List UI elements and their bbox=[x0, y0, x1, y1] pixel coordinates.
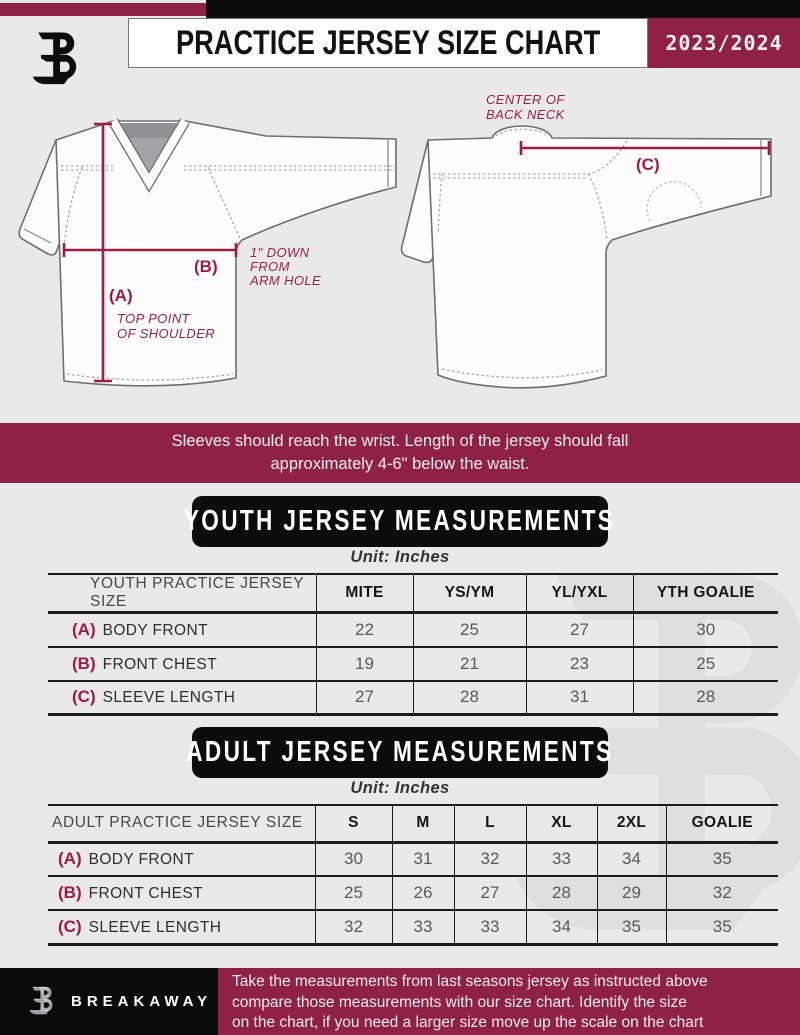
cell-value: 19 bbox=[316, 647, 413, 681]
cell-value: 27 bbox=[454, 876, 526, 910]
adult-banner-label: ADULT JERSEY MEASUREMENTS bbox=[186, 736, 614, 768]
season-label: 2023/2024 bbox=[665, 31, 783, 55]
label-a-note-1: TOP POINT bbox=[117, 311, 190, 326]
cell-value: 25 bbox=[413, 613, 526, 647]
brand-name: BREAKAWAY bbox=[71, 993, 213, 1010]
footer-note-line-2: compare those measurements with our size chart. Identify the size bbox=[232, 993, 687, 1011]
youth-col-header-goalie: YTH GOALIE bbox=[633, 574, 778, 613]
cell-value: 32 bbox=[315, 910, 392, 944]
cell-value: 35 bbox=[597, 910, 666, 944]
cell-value: 33 bbox=[392, 910, 454, 944]
row-key: (A) bbox=[72, 619, 96, 639]
cell-value: 29 bbox=[597, 876, 666, 910]
youth-col-header-size: YOUTH PRACTICE JERSEY SIZE bbox=[48, 574, 316, 613]
cell-value: 28 bbox=[633, 681, 778, 715]
label-b: (B) bbox=[194, 257, 218, 276]
adult-unit-label: Unit: Inches bbox=[350, 779, 450, 797]
youth-col-header-ysym: YS/YM bbox=[413, 574, 526, 613]
cell-value: 32 bbox=[666, 876, 778, 910]
adult-col-header-goalie: GOALIE bbox=[666, 805, 778, 842]
cell-value: 34 bbox=[597, 842, 666, 876]
adult-header-row bbox=[48, 805, 778, 842]
cell-value: 26 bbox=[392, 876, 454, 910]
cell-value: 35 bbox=[666, 910, 778, 944]
youth-col-header-ylyxl: YL/YXL bbox=[526, 574, 633, 613]
cell-value: 30 bbox=[633, 613, 778, 647]
footer-note-line-1: Take the measurements from last seasons jersey as instructed above bbox=[232, 973, 708, 990]
season-badge bbox=[648, 18, 800, 68]
table-row bbox=[48, 876, 778, 910]
youth-size-table bbox=[48, 573, 778, 716]
page-title: PRACTICE JERSEY SIZE CHART bbox=[175, 23, 601, 62]
youth-banner-label: YOUTH JERSEY MEASUREMENTS bbox=[184, 505, 616, 537]
cell-value: 27 bbox=[316, 681, 413, 715]
label-b-note-3: ARM HOLE bbox=[250, 273, 322, 288]
table-row bbox=[48, 647, 778, 681]
table-row bbox=[48, 681, 778, 715]
page-title-box bbox=[128, 18, 648, 68]
row-label: SLEEVE LENGTH bbox=[88, 918, 222, 936]
cell-value: 22 bbox=[316, 613, 413, 647]
row-key: (C) bbox=[72, 687, 96, 707]
table-row bbox=[48, 613, 778, 647]
cell-value: 33 bbox=[526, 842, 597, 876]
front-jersey-diagram bbox=[10, 100, 410, 410]
cell-value: 25 bbox=[315, 876, 392, 910]
neck-note-2: BACK NECK bbox=[486, 107, 565, 122]
row-key: (C) bbox=[58, 916, 82, 936]
youth-header-row bbox=[48, 574, 778, 613]
fit-notice-line-2: approximately 4-6" below the waist. bbox=[270, 455, 530, 473]
cell-value: 28 bbox=[526, 876, 597, 910]
row-label: FRONT CHEST bbox=[88, 885, 203, 902]
row-label: FRONT CHEST bbox=[102, 655, 217, 673]
cell-value: 27 bbox=[526, 613, 633, 647]
cell-value: 23 bbox=[526, 647, 633, 681]
cell-value: 31 bbox=[526, 681, 633, 715]
cell-value: 28 bbox=[413, 681, 526, 715]
adult-size-table bbox=[48, 804, 778, 946]
cell-value: 35 bbox=[666, 842, 778, 876]
cell-value: 34 bbox=[526, 910, 597, 944]
label-a: (A) bbox=[109, 286, 133, 305]
adult-col-header-m: M bbox=[392, 805, 454, 842]
footer bbox=[0, 968, 800, 1035]
row-label: BODY FRONT bbox=[88, 851, 194, 869]
cell-value: 31 bbox=[392, 842, 454, 876]
adult-col-header-l: L bbox=[454, 805, 526, 842]
breakaway-footer-logo bbox=[26, 981, 62, 1023]
header-maroon-stripe bbox=[0, 3, 206, 16]
row-key: (B) bbox=[72, 653, 96, 673]
adult-col-header-s: S bbox=[315, 805, 392, 842]
cell-value: 21 bbox=[413, 647, 526, 681]
row-label: BODY FRONT bbox=[102, 621, 208, 639]
cell-value: 25 bbox=[633, 647, 778, 681]
adult-section-banner bbox=[186, 727, 614, 778]
label-b-note-1: 1" DOWN bbox=[250, 245, 310, 260]
row-key: (B) bbox=[58, 883, 82, 902]
cell-value: 30 bbox=[315, 842, 392, 876]
fit-notice-banner bbox=[0, 423, 800, 483]
header-black-bar bbox=[206, 0, 800, 18]
youth-unit-label: Unit: Inches bbox=[350, 548, 450, 566]
label-a-note-2: OF SHOULDER bbox=[117, 326, 216, 341]
youth-col-header-mite: MITE bbox=[316, 574, 413, 613]
footer-note-line-3: on the chart, if you need a larger size move up the scale on the chart bbox=[232, 1014, 704, 1031]
row-label: SLEEVE LENGTH bbox=[102, 689, 236, 707]
back-jersey-diagram bbox=[400, 88, 800, 418]
breakaway-logo bbox=[26, 24, 94, 98]
youth-section-banner bbox=[184, 496, 616, 547]
label-b-note-2: FROM bbox=[250, 259, 290, 274]
footer-instructions bbox=[218, 968, 800, 1035]
row-key: (A) bbox=[58, 849, 82, 869]
adult-col-header-xl: XL bbox=[526, 805, 597, 842]
table-row bbox=[48, 910, 778, 944]
fit-notice-line-1: Sleeves should reach the wrist. Length of the jersey should fall bbox=[171, 432, 629, 450]
table-row bbox=[48, 842, 778, 876]
adult-col-header-2xl: 2XL bbox=[597, 805, 666, 842]
footer-brand-block bbox=[0, 968, 218, 1035]
cell-value: 32 bbox=[454, 842, 526, 876]
neck-note-1: CENTER OF bbox=[486, 92, 565, 107]
adult-col-header-size: ADULT PRACTICE JERSEY SIZE bbox=[48, 805, 315, 842]
label-c: (C) bbox=[636, 155, 660, 174]
cell-value: 33 bbox=[454, 910, 526, 944]
